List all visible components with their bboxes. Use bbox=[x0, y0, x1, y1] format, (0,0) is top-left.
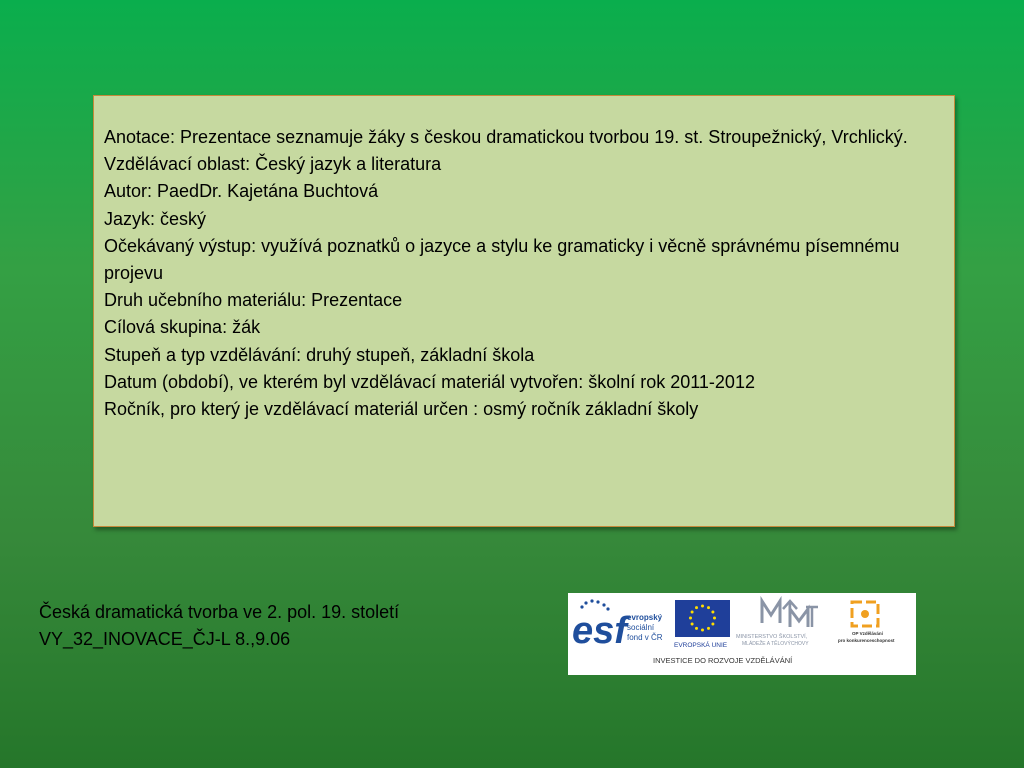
info-line-date: Datum (období), ve kterém byl vzdělávací materiál vytvořen: školní rok 2011-2012 bbox=[104, 371, 755, 392]
op-dot-icon bbox=[861, 610, 869, 618]
op-vk-logo bbox=[838, 602, 895, 643]
info-line-target-group: Cílová skupina: žák bbox=[104, 317, 261, 338]
info-lines-list bbox=[104, 124, 942, 423]
msmt-text-2: MLÁDEŽE A TĚLOVÝCHOVY bbox=[742, 641, 809, 647]
footer-title: Česká dramatická tvorba ve 2. pol. 19. století bbox=[39, 602, 400, 622]
op-text-2: pro konkurenceschopnost bbox=[838, 638, 895, 643]
slide-footer bbox=[39, 599, 399, 653]
funding-logo-strip bbox=[568, 593, 916, 675]
logos-tagline: INVESTICE DO ROZVOJE VZDĚLÁVÁNÍ bbox=[653, 656, 793, 665]
info-line-annotation: Anotace: Prezentace seznamuje žáky s českou dramatickou tvorbou 19. st. Stroupežnický, Vrchlický. bbox=[104, 127, 908, 147]
msmt-text-1: MINISTERSTVO ŠKOLSTVÍ, bbox=[736, 634, 808, 640]
footer-code: VY_32_INOVACE_ČJ-L 8.,9.06 bbox=[39, 629, 291, 649]
info-line-material-type: Druh učebního materiálu: Prezentace bbox=[104, 290, 403, 311]
eu-label: EVROPSKÁ UNIE bbox=[674, 642, 728, 649]
esf-text-2: sociální bbox=[627, 623, 655, 632]
info-line-language: Jazyk: český bbox=[104, 208, 207, 229]
info-line-author: Autor: PaedDr. Kajetána Buchtová bbox=[104, 181, 379, 202]
info-line-expected-outcome: Očekávaný výstup: využívá poznatků o jazyce a stylu ke gramaticky i věcně správnému písemnému projevu bbox=[104, 235, 900, 284]
msmt-logo bbox=[736, 601, 818, 647]
msmt-m-icon bbox=[762, 601, 780, 623]
esf-text-1: evropský bbox=[627, 613, 663, 622]
msmt-m2-icon bbox=[790, 609, 808, 627]
esf-eu-stars-icon bbox=[580, 599, 609, 610]
op-text-1: OP Vzdělávání bbox=[852, 631, 883, 636]
info-line-subject-area: Vzdělávací oblast: Český jazyk a literatura bbox=[104, 154, 442, 175]
esf-logo bbox=[572, 599, 663, 652]
info-line-grade: Ročník, pro který je vzdělávací materiál určen : osmý ročník základní školy bbox=[104, 399, 699, 420]
esf-wordmark-icon: esf bbox=[572, 610, 627, 652]
info-line-education-level: Stupeň a typ vzdělávání: druhý stupeň, základní škola bbox=[104, 344, 535, 365]
funding-logos-svg bbox=[568, 593, 916, 675]
slide-info-box bbox=[93, 95, 955, 527]
eu-flag-logo bbox=[674, 600, 730, 649]
esf-text-3: fond v ČR bbox=[627, 633, 663, 642]
